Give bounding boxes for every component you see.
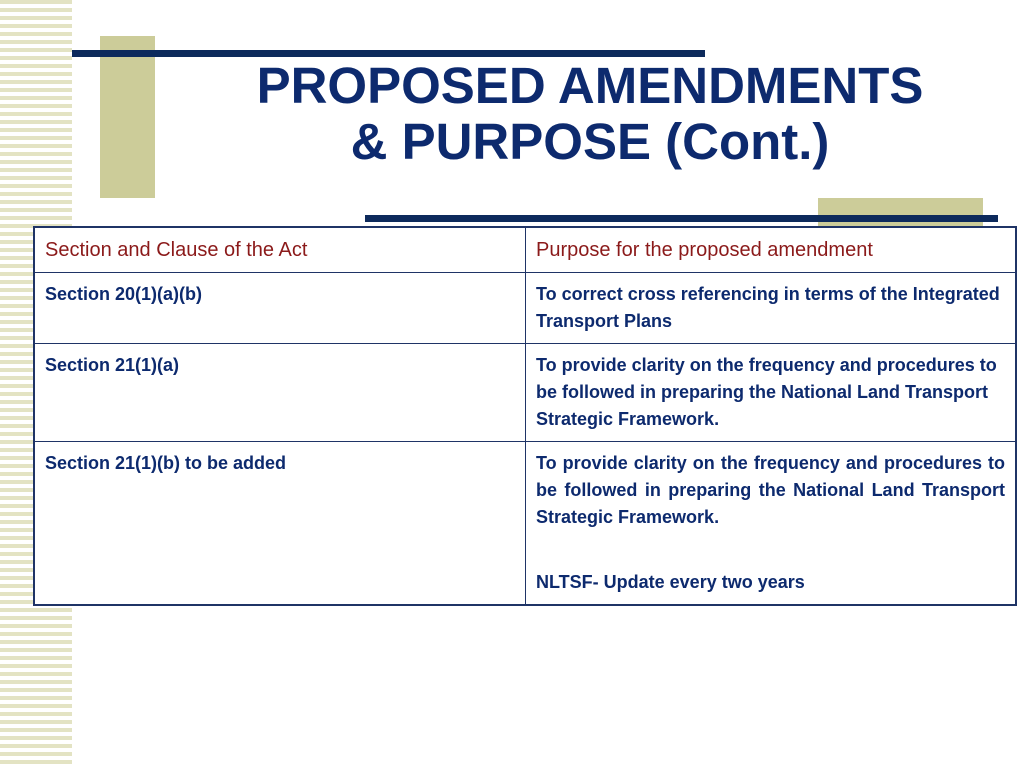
spacer <box>536 531 1005 569</box>
row-purpose: To provide clarity on the frequency and procedures to be followed in preparing the National Land Transport Strategic Framework. <box>526 344 1017 442</box>
slide-title <box>170 58 1010 170</box>
row-purpose-cell <box>526 442 1017 606</box>
amendments-table <box>33 226 1017 606</box>
header-purpose: Purpose for the proposed amendment <box>526 227 1017 273</box>
slide-title-line-1: PROPOSED AMENDMENTS <box>256 57 924 114</box>
title-rule-bottom <box>365 215 998 222</box>
row-purpose: To correct cross referencing in terms of the Integrated Transport Plans <box>526 273 1017 344</box>
slide-title-line-2: & PURPOSE (Cont.) <box>350 113 830 170</box>
table-row <box>34 273 1016 344</box>
table-row <box>34 442 1016 606</box>
title-rule-top <box>72 50 705 57</box>
table-row <box>34 344 1016 442</box>
accent-block-top <box>100 36 155 198</box>
row-section: Section 21(1)(b) to be added <box>34 442 526 606</box>
row-section: Section 20(1)(a)(b) <box>34 273 526 344</box>
table-header-row <box>34 227 1016 273</box>
row-note: NLTSF- Update every two years <box>536 572 805 592</box>
row-section: Section 21(1)(a) <box>34 344 526 442</box>
row-purpose: To provide clarity on the frequency and procedures to be followed in preparing the National Land Transport Strategic Framework. <box>536 453 1005 527</box>
header-section-clause: Section and Clause of the Act <box>34 227 526 273</box>
